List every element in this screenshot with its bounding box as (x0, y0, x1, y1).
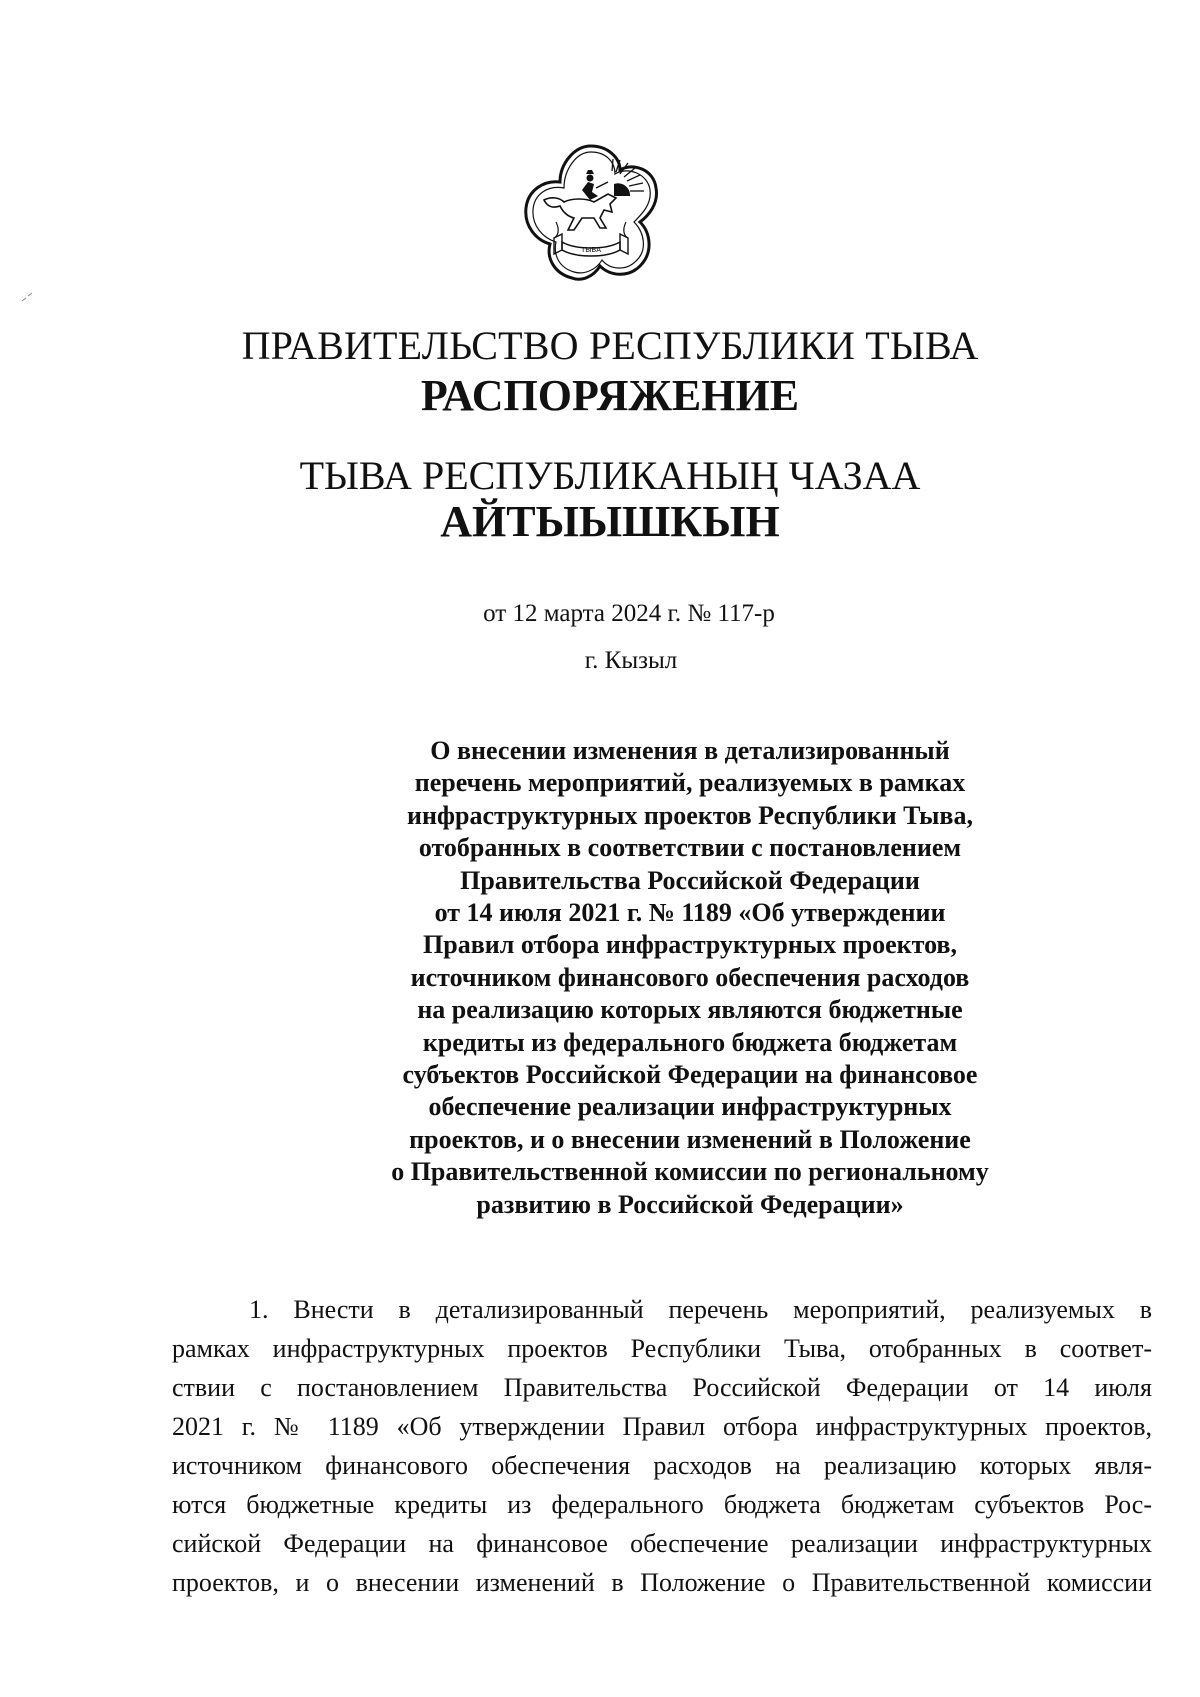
body-line: ствии с постановлением Правительства Российской Федерации от 14 июля (172, 1373, 1152, 1402)
body-line: источником финансового обеспечения расходов на реализацию которых явля- (172, 1451, 1152, 1480)
title-line: на реализацию которых являются бюджетные (417, 995, 963, 1025)
government-name: ПРАВИТЕЛЬСТВО РЕСПУБЛИКИ ТЫВА (241, 323, 979, 368)
date-and-number: от 12 марта 2024 г. № 117-р (483, 600, 775, 627)
body-line: 1. Внести в детализированный перечень мероприятий, реализуемых в (249, 1295, 1152, 1324)
title-line: кредиты из федерального бюджета бюджетам (422, 1027, 958, 1057)
coat-of-arms (516, 138, 666, 288)
title-line: инфраструктурных проектов Республики Тыва, (407, 800, 973, 830)
title-line: развитию в Российской Федерации» (476, 1189, 904, 1219)
body-line: проектов, и о внесении изменений в Положение о Правительственной комиссии (172, 1568, 1152, 1597)
document-type: РАСПОРЯЖЕНИЕ (420, 371, 800, 420)
body-line: ются бюджетные кредиты из федерального бюджета бюджетам субъектов Рос- (172, 1490, 1152, 1519)
title-line: перечень мероприятий, реализуемых в рамках (414, 768, 966, 798)
government-name-tyvan: ТЫВА РЕСПУБЛИКАНЫҢ ЧАЗАА (299, 453, 921, 498)
title-line: от 14 июля 2021 г. № 1189 «Об утверждении (434, 898, 946, 928)
body-line: 2021 г. № 1189 «Об утверждении Правил отбора инфраструктурных проектов, (172, 1412, 1152, 1441)
title-line: субъектов Российской Федерации на финансовое (402, 1060, 978, 1090)
svg-text:ТЫВА: ТЫВА (580, 246, 602, 254)
title-line: Правил отбора инфраструктурных проектов, (423, 930, 957, 960)
body-line: сийской Федерации на финансовое обеспечение реализации инфраструктурных (172, 1529, 1152, 1558)
title-line: отобранных в соответствии с постановлением (418, 833, 962, 863)
title-line: О внесении изменения в детализированный (430, 736, 950, 765)
title-line: источником финансового обеспечения расходов (410, 962, 970, 992)
title-line: Правительства Российской Федерации (460, 865, 920, 895)
document-type-tyvan: АЙТЫЫШКЫН (440, 497, 780, 546)
title-line: обеспечение реализации инфраструктурных (428, 1092, 952, 1122)
city: г. Кызыл (584, 647, 678, 674)
title-line: о Правительственной комиссии по региональному (391, 1157, 989, 1187)
document-title (300, 735, 1080, 1221)
title-line: проектов, и о внесении изменений в Положение (409, 1124, 971, 1154)
body-line: рамках инфраструктурных проектов Республики Тыва, отобранных в соответ- (172, 1334, 1152, 1363)
scan-speck (21, 292, 33, 302)
body-paragraph (172, 1290, 1152, 1602)
tuva-coat-of-arms-icon (516, 138, 666, 288)
